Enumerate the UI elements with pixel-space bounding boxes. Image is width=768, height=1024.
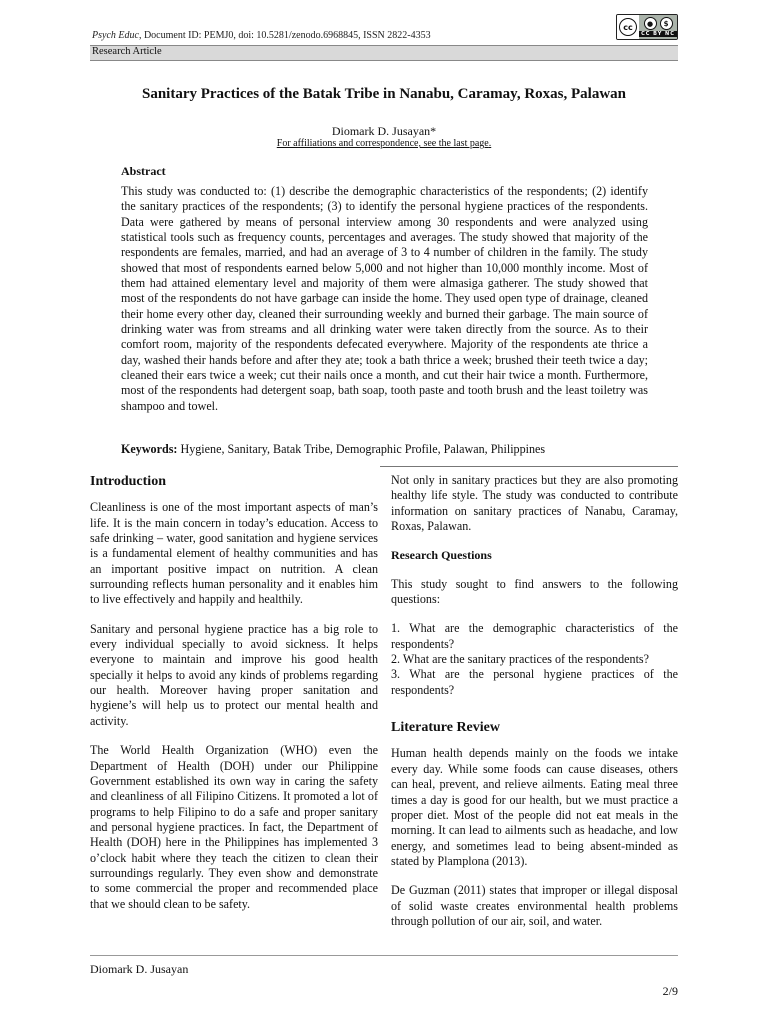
by-icon: ● xyxy=(644,17,657,30)
keywords-label: Keywords: xyxy=(121,442,178,456)
keywords-list: Hygiene, Sanitary, Batak Tribe, Demographic Profile, Palawan, Philippines xyxy=(180,442,546,456)
article-type: Research Article xyxy=(92,46,162,57)
section-divider xyxy=(380,466,678,467)
footer-author: Diomark D. Jusayan xyxy=(90,962,189,976)
research-questions-intro: This study sought to find answers to the following questions: xyxy=(391,576,678,607)
author-name: Diomark D. Jusayan* xyxy=(331,124,437,138)
journal-meta-details: , Document ID: PEMJ0, doi: 10.5281/zenodo.6968845, ISSN 2822-4353 xyxy=(138,30,431,41)
intro-continuation: Not only in sanitary practices but they are also promoting healthy life style. The study was conducted to contribute information on sanitary practices of Nanabu, Caramay, Roxas, Palawan. xyxy=(391,473,678,534)
nc-icon: $ xyxy=(660,17,673,30)
affiliation-link[interactable]: For affiliations and correspondence, see the last page. xyxy=(276,138,492,149)
introduction-heading: Introduction xyxy=(90,474,166,489)
research-questions-list xyxy=(391,621,678,698)
cc-icon: cc xyxy=(619,18,637,36)
journal-meta xyxy=(92,30,431,41)
keywords xyxy=(121,442,661,457)
literature-paragraph-1: Human health depends mainly on the foods we intake every day. While some foods can cause diseases, others can heal, prevent, and relieve ailments. Eating meal three times a day is good for our health, but we must practice a proper diet. Most of the people did not eat meals in the morning. It can lead to ailments such as headache, and low energy, and sometimes lead to being absent-minded as stated by Plamplona (2013). xyxy=(391,746,678,868)
research-questions-heading: Research Questions xyxy=(391,548,492,563)
page-number: 2/9 xyxy=(662,984,678,998)
article-type-bar xyxy=(90,45,678,61)
cc-license-badge[interactable] xyxy=(616,14,678,40)
research-question-1: 1. What are the demographic characteristics of the respondents? xyxy=(391,621,678,651)
abstract-text: This study was conducted to: (1) describe the demographic characteristics of the respondents; (2) identify the sanitary practices of the respondents; (3) to identify the personal hygiene practices of the respondents. Data were gathered by means of personal interview among 30 respondents and were analyzed using statistical tools such as frequency counts, percentages and averages. The study showed that majority of the respondents are females, married, and had an average of 3 to 4 number of children in the family. The study showed that most of respondents earned below 5,000 and not higher than 10,000 monthly income. Most of them had attained elementary level and majority of them were almasiga gatherer. The study showed that most of the respondents do not have garbage can inside the home. They used open type of drainage, cleaned their home every other day, cleaned their surrounding weekly and burned their garbage. The main source of drinking water was from streams and all drinking water were taken directly from the source. As to their comfort room, majority of the respondents defecated everywhere. Majority of the respondents ate thrice a day, washed their hands before and after they ate; took a bath thrice a week; brushed their teeth twice a day; cleaned their ears twice a week; cut their nails once a month, and cut their hair twice a month. Furthermore, most of the respondents had detergent soap, bath soap, tooth paste and tooth brush and the least toiletry was shampoo and towel. xyxy=(121,184,648,413)
abstract-heading: Abstract xyxy=(121,164,166,178)
literature-paragraph-2: De Guzman (2011) states that improper or illegal disposal of solid waste creates environmental health problems through pollution of our air, soil, and water. xyxy=(391,883,678,928)
footer-rule xyxy=(90,955,678,956)
left-column xyxy=(90,474,378,926)
intro-paragraph-3: The World Health Organization (WHO) even the Department of Health (DOH) under our Philippine Government established its own way in caring the safety and cleanliness of all Filipino Citizens. It promoted a lot of programs to help Filipino to do a safe and proper sanitary and personal hygiene practices. In fact, the Department of Health (DOH) here in the Philippines has implemented 3 o’clock habit where they teach the citizen to clean their surroundings regularly. They even show and demonstrate to some commercial the proper and recommended place that we should clean to be safety. xyxy=(90,743,378,911)
intro-paragraph-2: Sanitary and personal hygiene practice has a big role to every individual specially to avoid sickness. It helps everyone to maintain and improve his good health specially it helps to avoid any kinds of problems regarding our health. Moreover having proper sanitation and hygiene’s will help us to protect our mental health and activity. xyxy=(90,621,378,728)
intro-paragraph-1: Cleanliness is one of the most important aspects of man’s life. It is the main concern in today’s education. Access to safe drinking – water, good sanitation and hygiene services is a fundamental element of healthy communities and has an important positive impact on nutrition. A clean surrounding reflects human personality and it enables him to live effectively and happily and healthily. xyxy=(90,500,378,607)
right-column xyxy=(391,473,678,943)
literature-review-heading: Literature Review xyxy=(391,720,500,736)
journal-name: Psych Educ xyxy=(92,30,139,41)
research-question-3: 3. What are the personal hygiene practices of the respondents? xyxy=(391,667,678,697)
paper-title: Sanitary Practices of the Batak Tribe in Nanabu, Caramay, Roxas, Palawan xyxy=(141,86,627,102)
cc-license-label: CC BY NC xyxy=(639,31,677,37)
research-question-2: 2. What are the sanitary practices of the respondents? xyxy=(391,652,650,667)
